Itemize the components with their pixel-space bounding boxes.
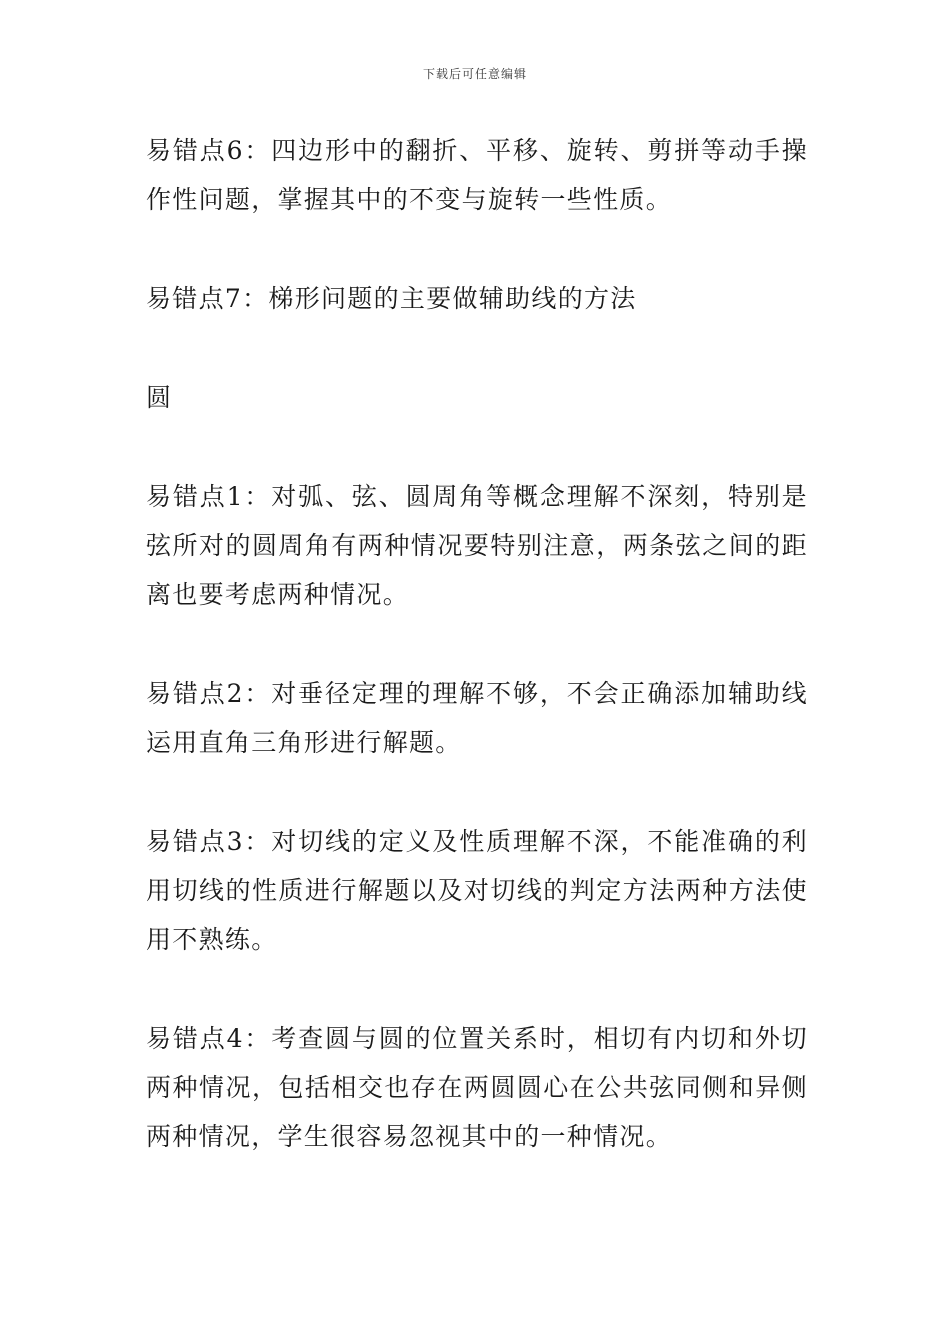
paragraph-circle-error-point-2: 易错点2：对垂径定理的理解不够，不会正确添加辅助线运用直角三角形进行解题。: [146, 679, 808, 757]
paragraph-circle-error-point-4: 易错点4：考查圆与圆的位置关系时，相切有内切和外切两种情况，包括相交也存在两圆圆心在公共弦同侧和异侧两种情况，学生很容易忽视其中的一种情况。: [146, 1024, 808, 1151]
paragraph-error-point-7: 易错点7：梯形问题的主要做辅助线的方法: [146, 284, 637, 313]
paragraph-circle-error-point-1: 易错点1：对弧、弦、圆周角等概念理解不深刻，特别是弦所对的圆周角有两种情况要特别注意，两条弦之间的距离也要考虑两种情况。: [146, 482, 808, 609]
paragraph-circle-error-point-3: 易错点3：对切线的定义及性质理解不深，不能准确的利用切线的性质进行解题以及对切线的判定方法两种方法使用不熟练。: [146, 827, 808, 954]
document-body: [146, 126, 808, 1161]
header-note: 下载后可任意编辑: [422, 67, 527, 81]
section-heading-circle: 圆: [146, 383, 173, 412]
paragraph-error-point-6: 易错点6：四边形中的翻折、平移、旋转、剪拼等动手操作性问题，掌握其中的不变与旋转一些性质。: [146, 136, 808, 214]
